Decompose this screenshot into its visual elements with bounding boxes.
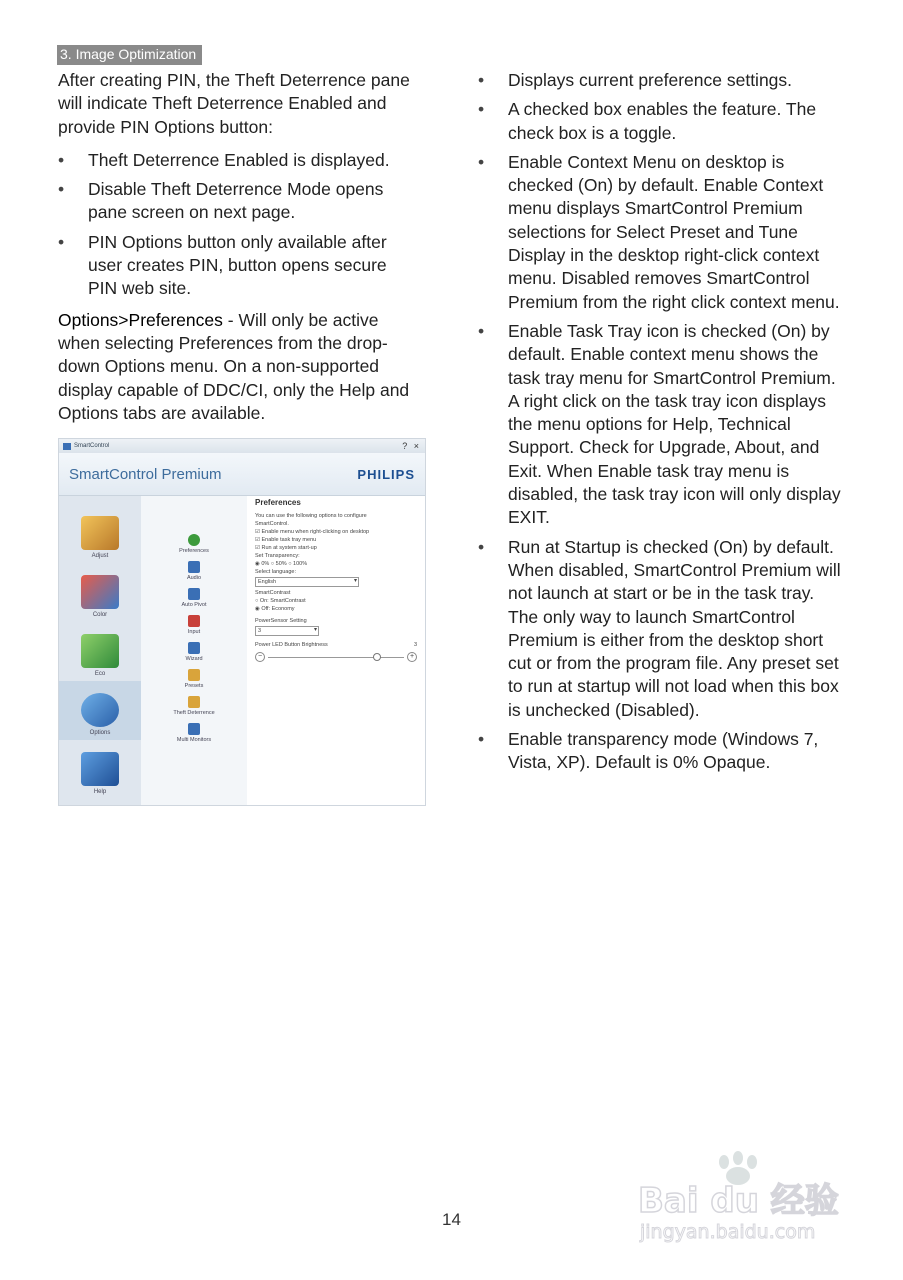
- intro-paragraph: After creating PIN, the Theft Deterrence pane will indicate Theft Deterrence Enabled and provide PIN Options button:: [58, 70, 410, 137]
- transparency-radios[interactable]: ◉ 0% ○ 50% ○ 100%: [255, 561, 308, 567]
- smartcontrast-off-radio[interactable]: ◉ Off: Economy: [255, 606, 295, 612]
- language-label: Select language:: [255, 569, 296, 575]
- section-heading: 3. Image Optimization: [57, 45, 202, 65]
- smartcontrol-screenshot: [58, 438, 426, 806]
- app-icon: [63, 443, 71, 450]
- list-item: • Run at Startup is checked (On) by default. When disabled, SmartControl Premium will not launch at start or be in the task tray. The only way to launch SmartControl Premium is either from the desktop short cut or from the program file. Any preset set to run at startup will not load when this box is unchecked (Disabled).: [478, 536, 848, 722]
- plus-button[interactable]: +: [407, 652, 417, 662]
- options-term: Options>Preferences: [58, 309, 223, 330]
- language-select[interactable]: English ▾: [255, 577, 359, 587]
- options-description: - Will only be active when selecting Preferences from the drop-down Options menu. On a non-supported display capable of DDC/CI, only the Help and Options tabs are available.: [58, 309, 410, 423]
- list-item: • Enable Task Tray icon is checked (On) by default. Enable context menu shows the task tray menu for SmartControl Premium. A right click on the task tray icon displays the menu options for Help, Technical Support. Check for Upgrade, About, and Exit. When Enable task tray menu is disabled, the task tray icon will only display EXIT.: [478, 320, 848, 530]
- startup-checkbox[interactable]: ☑ Run at system start-up: [255, 545, 417, 551]
- powersensor-select[interactable]: 3 ▾: [255, 626, 319, 636]
- right-bullet-list: [478, 69, 848, 775]
- gear-icon: [81, 693, 119, 727]
- nav-item-options[interactable]: Options: [59, 681, 141, 740]
- led-brightness-row: [255, 642, 417, 648]
- brand-logo: PHILIPS: [357, 466, 415, 482]
- help-icon: [81, 752, 119, 786]
- left-bullet-list: [58, 149, 418, 301]
- color-icon: [81, 575, 119, 609]
- subnav-audio[interactable]: Audio: [187, 561, 201, 581]
- right-column: [478, 69, 848, 783]
- list-item: • Enable Context Menu on desktop is checked (On) by default. Enable Context menu displays SmartControl Premium selections for Select Preset and Tune Display in the desktop right-click context menu. Disabled removes SmartControl Premium from the right click context menu.: [478, 151, 848, 314]
- page-number: 14: [442, 1210, 461, 1229]
- input-icon: [188, 615, 200, 627]
- transparency-label: Set Transparency:: [255, 553, 300, 559]
- wizard-icon: [188, 642, 200, 654]
- context-menu-checkbox[interactable]: ☑ Enable menu when right-clicking on desktop: [255, 529, 417, 535]
- list-item: • Theft Deterrence Enabled is displayed.: [58, 149, 418, 172]
- panel-description: SmartControl.: [255, 521, 289, 527]
- subnav-wizard[interactable]: Wizard: [185, 642, 202, 662]
- powersensor-label: PowerSensor Setting: [255, 618, 307, 624]
- options-paragraph: [58, 309, 418, 425]
- smartcontrast-label: SmartContrast: [255, 590, 291, 596]
- slider-track[interactable]: [268, 657, 404, 658]
- led-brightness-slider: [255, 652, 417, 662]
- subnav-preferences[interactable]: Preferences: [179, 534, 209, 554]
- task-tray-checkbox[interactable]: ☑ Enable task tray menu: [255, 537, 417, 543]
- audio-icon: [188, 561, 200, 573]
- sub-nav: [141, 496, 247, 805]
- window-controls[interactable]: ? ×: [402, 441, 421, 451]
- minus-button[interactable]: −: [255, 652, 265, 662]
- led-brightness-label: Power LED Button Brightness: [255, 642, 328, 648]
- window-titlebar: [59, 439, 425, 453]
- baidu-watermark: [638, 1150, 853, 1245]
- lock-icon: [188, 696, 200, 708]
- list-item: • A checked box enables the feature. The check box is a toggle.: [478, 98, 848, 145]
- panel-title: Preferences: [255, 498, 301, 507]
- paw-icon: [719, 1151, 757, 1185]
- nav-item-help[interactable]: Help: [59, 740, 141, 799]
- watermark-url: jingyan.baidu.com: [640, 1221, 816, 1243]
- monitors-icon: [188, 723, 200, 735]
- list-item: • Enable transparency mode (Windows 7, Vista, XP). Default is 0% Opaque.: [478, 728, 848, 775]
- nav-item-adjust[interactable]: Adjust: [59, 504, 141, 563]
- eco-icon: [81, 634, 119, 668]
- smartcontrast-on-radio[interactable]: ○ On: SmartContrast: [255, 598, 306, 604]
- adjust-icon: [81, 516, 119, 550]
- led-brightness-value: 3: [413, 642, 417, 648]
- app-header: [59, 453, 425, 496]
- preferences-panel: [247, 496, 425, 805]
- slider-handle[interactable]: [373, 653, 381, 661]
- window-title: SmartControl: [74, 443, 110, 449]
- watermark-brand: Bai du 经验: [638, 1181, 839, 1221]
- nav-item-color[interactable]: Color: [59, 563, 141, 622]
- list-item: • Displays current preference settings.: [478, 69, 848, 92]
- list-item: • PIN Options button only available after user creates PIN, button opens secure PIN web site.: [58, 231, 418, 301]
- nav-item-eco[interactable]: Eco: [59, 622, 141, 681]
- presets-icon: [188, 669, 200, 681]
- subnav-presets[interactable]: Presets: [185, 669, 204, 689]
- subnav-auto-pivot[interactable]: Auto Pivot: [181, 588, 206, 608]
- subnav-theft-deterrence[interactable]: Theft Deterrence: [173, 696, 214, 716]
- subnav-input[interactable]: Input: [188, 615, 200, 635]
- app-body: [59, 496, 425, 805]
- panel-description: You can use the following options to configure: [255, 513, 367, 519]
- subnav-multi-monitors[interactable]: Multi Monitors: [177, 723, 211, 743]
- main-nav: [59, 496, 141, 805]
- left-column: [58, 69, 418, 435]
- preferences-icon: [188, 534, 200, 546]
- app-name: SmartControl Premium: [69, 465, 222, 483]
- pivot-icon: [188, 588, 200, 600]
- list-item: • Disable Theft Deterrence Mode opens pane screen on next page.: [58, 178, 418, 225]
